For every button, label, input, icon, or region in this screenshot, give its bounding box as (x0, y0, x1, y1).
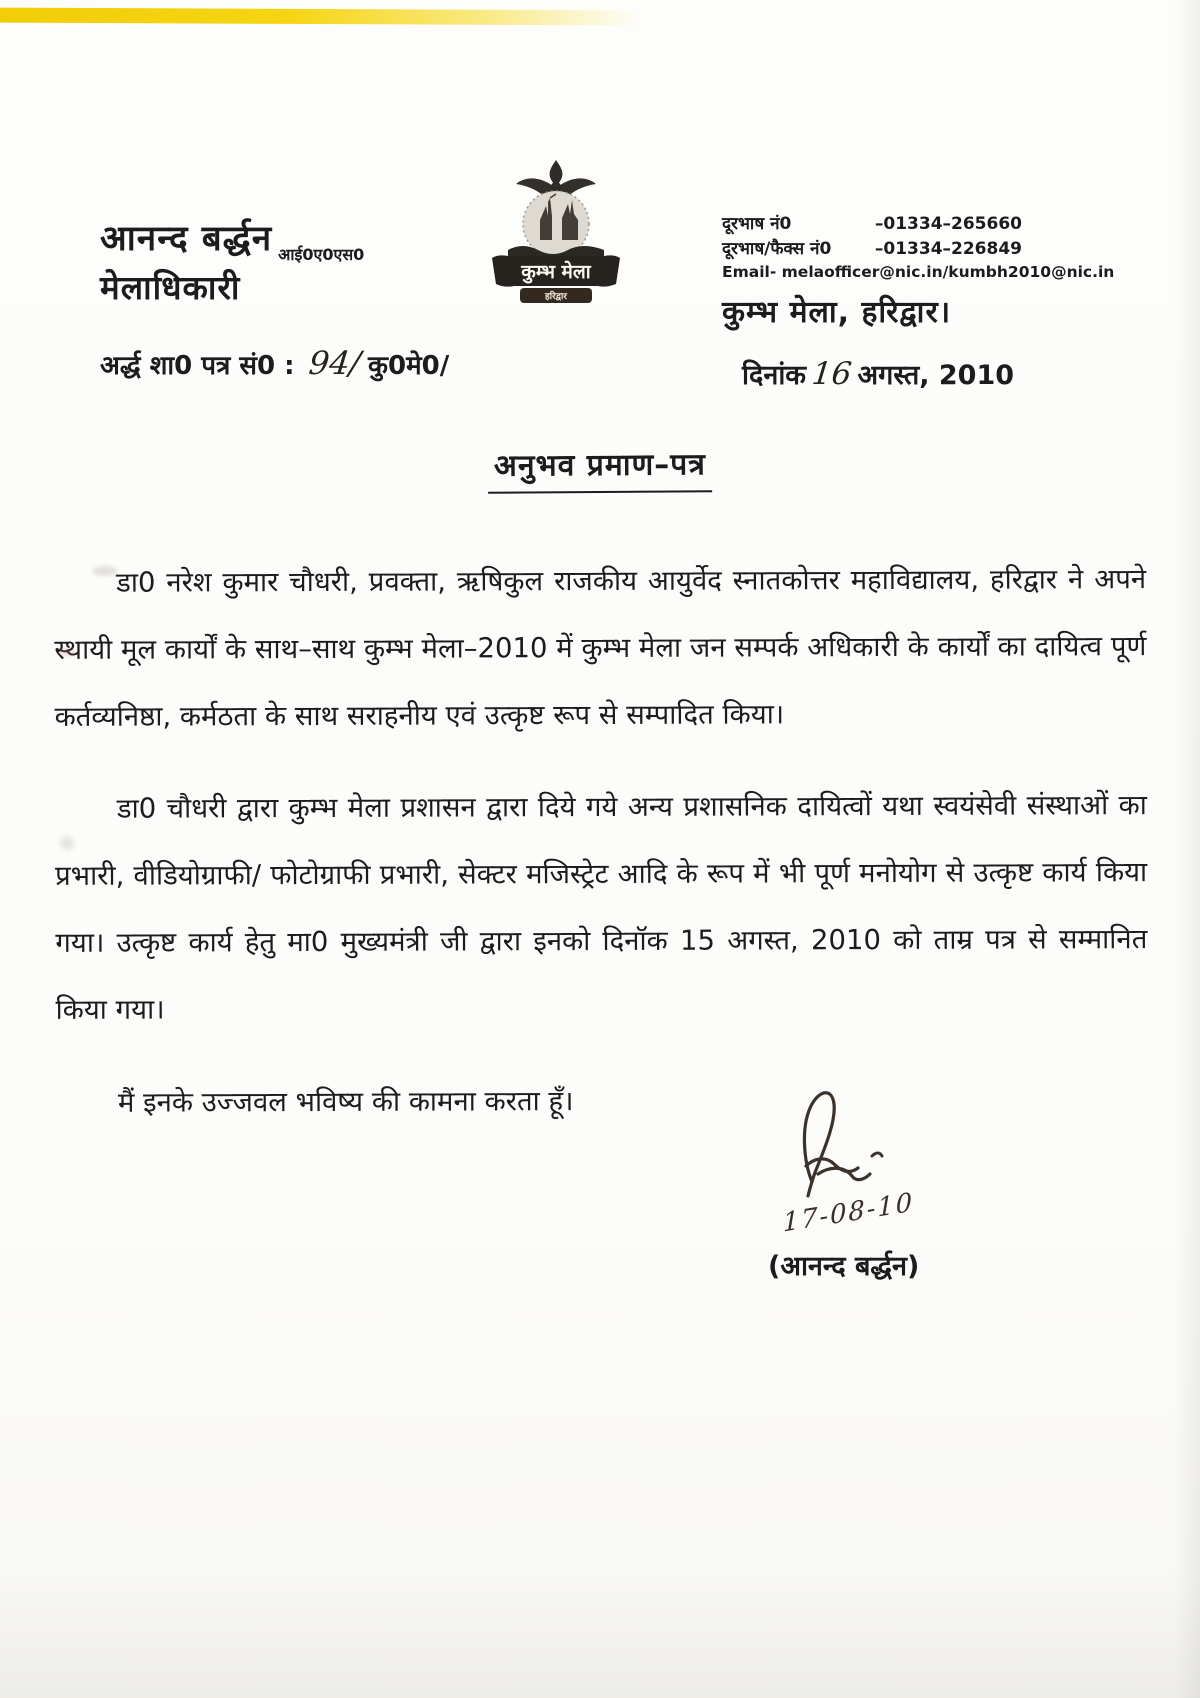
letter-body (54, 546, 1148, 1136)
date-day-handwritten: 16 (810, 356, 854, 392)
reference-number-line (100, 344, 449, 382)
document-title-wrap (0, 443, 1200, 493)
fax-label: दूरभाष/फैक्स नं0 (722, 238, 832, 259)
date-label: दिनांक (742, 360, 807, 391)
paragraph-3: मैं इनके उज्जवल भविष्य की कामना करता हूँ। (117, 1084, 574, 1119)
signature-block (740, 1060, 1060, 1300)
date-rest: अगस्त, 2010 (857, 360, 1015, 391)
phone-row (722, 212, 1022, 237)
ref-label: अर्द्ध शा0 पत्र सं0 : (100, 351, 295, 381)
scan-edge-shade-bottom (0, 1578, 1200, 1698)
phone-value: –01334–265660 (874, 214, 1022, 234)
officer-designation: मेलाधिकारी (100, 268, 241, 307)
organisation-name: कुम्भ मेला, हरिद्वार। (722, 295, 952, 331)
officer-block (100, 218, 364, 308)
fax-row (722, 237, 1022, 262)
signature-stroke (804, 1093, 870, 1196)
kumbh-mela-logo (478, 158, 634, 308)
officer-name: आनन्द बर्द्धन (100, 219, 273, 259)
signature-date-handwritten: 17-08-10 (782, 1187, 915, 1239)
fax-value: –01334–226849 (874, 238, 1022, 259)
scan-edge-shade-right (1174, 0, 1200, 1698)
paragraph-2: डा0 चौधरी द्वारा कुम्भ मेला प्रशासन द्वारा दिये गये अन्य प्रशासनिक दायित्वों यथा स्वयंसेवी संस्थाओं का प्रभारी, वीडियोग्राफी/ फोटोग्राफी प्रभारी, सेक्टर मजिस्ट्रेट आदि के रूप में भी पूर्ण मनोयोग से उत्कृष्ट कार्य किया गया। उत्कृष्ट कार्य हेतु मा0 मुख्यमंत्री जी द्वारा इनको दिनॉक 15 अगस्त, 2010 को ताम्र पत्र से सम्मानित किया गया। (55, 789, 1148, 1026)
officer-cadre: आई0ए0एस0 (278, 245, 365, 264)
logo-subbanner-text: हरिद्वार (545, 292, 567, 302)
ref-number-handwritten: 94/ (306, 344, 363, 382)
logo-banner-text: कुम्भ मेला (521, 261, 591, 283)
document-title: अनुभव प्रमाण–पत्र (488, 442, 712, 494)
email-line: Email- melaofficer@nic.in/kumbh2010@nic.in (722, 263, 1115, 282)
phone-label: दूरभाष नं0 (722, 214, 792, 234)
signature-dot-stroke (872, 1153, 882, 1156)
officer-name-line (100, 218, 364, 265)
contact-block (722, 212, 1115, 331)
ref-suffix: कु0मे0/ (368, 351, 450, 381)
date-line (742, 355, 1014, 392)
signatory-name: (आनन्द बर्द्धन) (768, 1251, 920, 1282)
paragraph-1: डा0 नरेश कुमार चौधरी, प्रवक्ता, ऋषिकुल राजकीय आयुर्वेद स्नातकोत्तर महाविद्यालय, हरिद्वार ने अपने स्थायी मूल कार्यों के साथ–साथ कुम्भ मेला–2010 में कुम्भ मेला जन सम्पर्क अधिकारी के कार्यों का दायित्व पूर्ण कर्तव्यनिष्ठा, कर्मठता के साथ सराहनीय एवं उत्कृष्ट रूप से सम्पादित किया। (54, 563, 1147, 733)
